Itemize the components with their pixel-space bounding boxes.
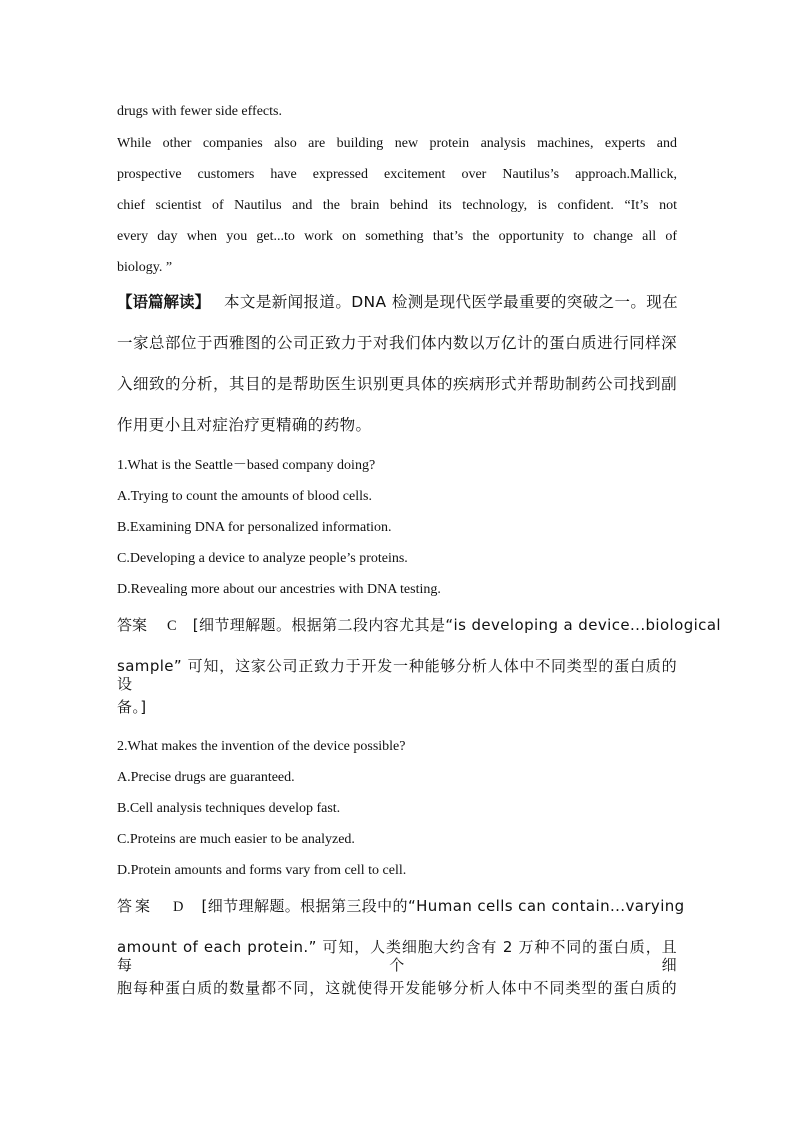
q1-answer-line [117,616,721,636]
interpretation-line-2: 一家总部位于西雅图的公司正致力于对我们体内数以万亿计的蛋白质进行同样深 [117,334,677,352]
interpretation-line-1: 本文是新闻报道。DNA 检测是现代医学最重要的突破之一。现在 [224,293,679,311]
passage-line-4: chief scientist of Nautilus and the brain behind its technology, is confident. “It’s not [117,198,677,213]
q2-answer-line [117,897,685,917]
q2-question: 2.What makes the invention of the device possible? [117,739,406,754]
q2-option-d: D.Protein amounts and forms vary from cell to cell. [117,863,407,878]
passage-line-6: biology. ” [117,260,173,275]
interpretation-line-3: 入细致的分析，其目的是帮助医生识别更具体的疾病形式并帮助制药公司找到副 [117,375,677,393]
passage-line-3: prospective customers have expressed excitement over Nautilus’s approach.Mallick, [117,167,677,182]
q1-question: 1.What is the Seattle－based company doing? [117,458,376,473]
q2-explanation-line-3: 胞每种蛋白质的数量都不同，这就使得开发能够分析人体中不同类型的蛋白质的 [117,979,677,997]
interpretation-first-line [117,293,677,313]
q1-option-a: A.Trying to count the amounts of blood cells. [117,489,372,504]
passage-line-1: drugs with fewer side effects. [117,104,282,119]
q1-option-b: B.Examining DNA for personalized information. [117,520,392,535]
q1-explanation-line-1: [细节理解题。根据第二段内容尤其是“is developing a device...biological [192,616,721,634]
q2-answer-label: 答案 [117,897,154,915]
passage-line-2: While other companies also are building new protein analysis machines, experts and [117,136,677,151]
q1-option-d: D.Revealing more about our ancestries with DNA testing. [117,582,441,597]
q2-option-c: C.Proteins are much easier to be analyzed. [117,832,355,847]
q2-option-b: B.Cell analysis techniques develop fast. [117,801,341,816]
q2-answer-letter: D [173,899,184,915]
q1-answer-letter: C [167,618,177,634]
q1-explanation-line-3: 备。] [117,698,147,716]
q2-explanation-line-2: amount of each protein.” 可知，人类细胞大约含有 2 万种不同的蛋白质，且每个细 [117,938,677,974]
q1-answer-label: 答案 [117,616,148,634]
q1-option-c: C.Developing a device to analyze people’s proteins. [117,551,408,566]
interpretation-line-4: 作用更小且对症治疗更精确的药物。 [117,416,372,434]
q1-explanation-line-2: sample” 可知，这家公司正致力于开发一种能够分析人体中不同类型的蛋白质的设 [117,657,677,693]
passage-line-5: every day when you get...to work on something that’s the opportunity to change all of [117,229,677,244]
q2-explanation-line-1: [细节理解题。根据第三段中的“Human cells can contain...varying [201,897,685,915]
q2-option-a: A.Precise drugs are guaranteed. [117,770,295,785]
interpretation-label: 【语篇解读】 [117,293,211,311]
